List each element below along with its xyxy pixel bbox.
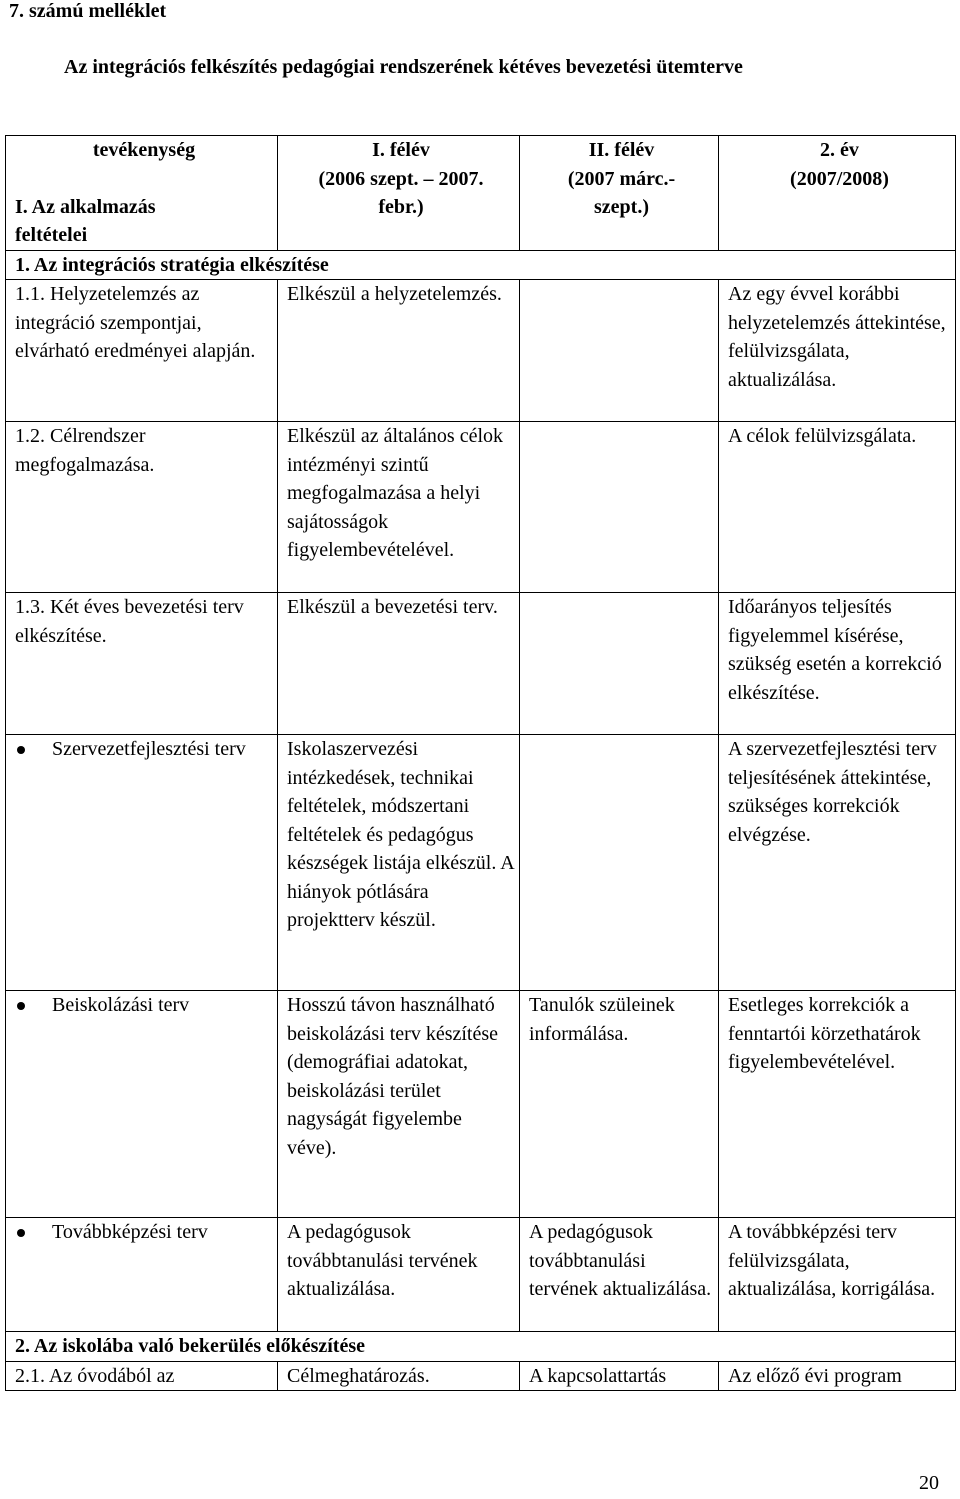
row-4-sem1: Iskolaszervezési intézkedések, technikai feltételek, módszertani feltételek és pedagógus készségek listája elkészül. A hiányok pótlására projektterv készül. [278,735,520,991]
section-row [6,250,956,280]
header-sem2: II. félév (2007 márc.- szept.) [520,136,719,251]
row-5-activity: Beiskolázási terv [52,994,190,1016]
annex-title: 7. számú melléklet [9,0,167,22]
row-4-activity: Szervezetfejlesztési terv [52,738,246,760]
row-2-year2: A célok felülvizsgálata. [719,422,956,593]
row-7-sem1: Célmeghatározás. [278,1361,520,1391]
row-6-sem2: A pedagógusok továbbtanulási tervének aktualizálása. [520,1218,719,1332]
row-2-activity: 1.2. Célrendszer megfogalmazása. [6,422,278,593]
table-row [6,1218,956,1332]
row-6-sem1: A pedagógusok továbbtanulási tervének aktualizálása. [278,1218,520,1332]
row-3-sem1: Elkészül a bevezetési terv. [278,593,520,735]
schedule-table [5,135,956,1391]
row-7-year2: Az előző évi program [719,1361,956,1391]
row-3-activity: 1.3. Két éves bevezetési terv elkészítése. [6,593,278,735]
row-6-activity: Továbbképzési terv [52,1221,208,1243]
row-5-sem1: Hosszú távon használható beiskolázási terv készítése (demográfiai adatokat, beiskolázási terület nagyságát figyelembe véve). [278,991,520,1218]
row-1-sem1: Elkészül a helyzetelemzés. [278,280,520,422]
row-7-activity: 2.1. Az óvodából az [6,1361,278,1391]
table-row [6,593,956,735]
row-4-year2: A szervezetfejlesztési terv teljesítésének áttekintése, szükséges korrekciók elvégzése. [719,735,956,991]
row-5-sem2: Tanulók szüleinek informálása. [520,991,719,1218]
row-3-sem2 [520,593,719,735]
row-5-year2: Esetleges korrekciók a fenntartói körzethatárok figyelembevételével. [719,991,956,1218]
row-5-activity-cell [6,991,278,1218]
section-row [6,1332,956,1362]
table-row [6,991,956,1218]
section-1-1-heading: 1. Az integrációs stratégia elkészítése [6,250,956,280]
table-row [6,280,956,422]
header-activity: tevékenység [92,139,196,161]
row-7-sem2: A kapcsolattartás [520,1361,719,1391]
header-year2: 2. év (2007/2008) [719,136,956,251]
bullet-icon [17,1229,25,1237]
header-activity-cell [6,136,278,251]
row-4-activity-cell [6,735,278,991]
row-1-sem2 [520,280,719,422]
row-6-activity-cell [6,1218,278,1332]
table-row [6,735,956,991]
row-1-year2: Az egy évvel korábbi helyzetelemzés áttekintése, felülvizsgálata, aktualizálása. [719,280,956,422]
page-number: 20 [919,1472,939,1494]
section-1-heading: I. Az alkalmazás feltételei [15,195,156,246]
row-3-year2: Időarányos teljesítés figyelemmel kísérése, szükség esetén a korrekció elkészítése. [719,593,956,735]
table-row [6,422,956,593]
section-2-heading: 2. Az iskolába való bekerülés előkészítése [6,1332,956,1362]
row-1-activity: 1.1. Helyzetelemzés az integráció szempontjai, elvárható eredményei alapján. [6,280,278,422]
row-2-sem1: Elkészül az általános célok intézményi szintű megfogalmazása a helyi sajátosságok figyelembevételével. [278,422,520,593]
document-title: Az integrációs felkészítés pedagógiai rendszerének kétéves bevezetési ütemterve [64,56,743,78]
row-6-year2: A továbbképzési terv felülvizsgálata, aktualizálása, korrigálása. [719,1218,956,1332]
table-row [6,1361,956,1391]
row-4-sem2 [520,735,719,991]
bullet-icon [17,746,25,754]
bullet-icon [17,1002,25,1010]
header-sem1: I. félév (2006 szept. – 2007. febr.) [278,136,520,251]
row-2-sem2 [520,422,719,593]
